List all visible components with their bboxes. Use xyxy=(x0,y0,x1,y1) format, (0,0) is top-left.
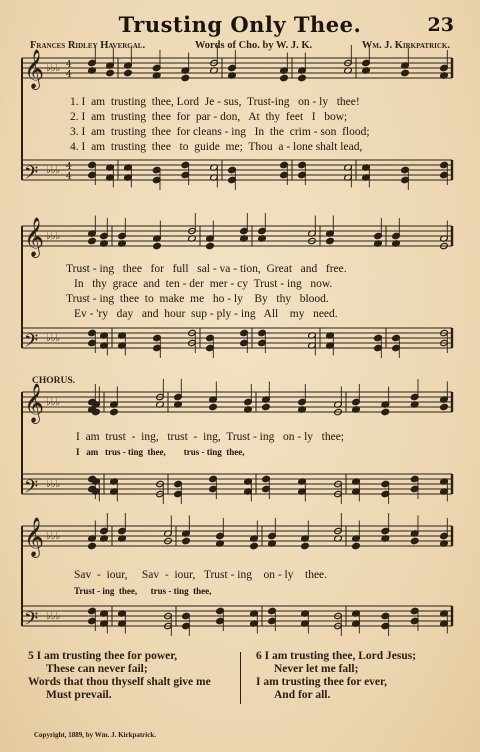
treble-note xyxy=(381,408,390,415)
verse-6 xyxy=(256,650,416,702)
key-signature-flats-icon: ♭♭♭ xyxy=(46,611,61,622)
bass-clef-icon: 𝄢 xyxy=(24,163,39,188)
time-signature-top: 4 xyxy=(66,60,72,70)
key-signature-flats-icon: ♭♭♭ xyxy=(46,165,61,176)
chorus-echo-2: Trust - ing thee, trus - ting thee, xyxy=(74,586,212,596)
time-signature-bottom: 4 xyxy=(66,70,72,80)
verse-1-line-2: Trust - ing thee for full sal - va - tion, Great and free. xyxy=(66,263,347,275)
treble-note xyxy=(153,242,162,249)
verse-5-line: 5 I am trusting thee for power, xyxy=(28,650,178,662)
verse-4-line-1: 4. I am trusting thee to guide me; Thou a - lone shalt lead, xyxy=(70,141,363,153)
chorus-echo-1: I am trus - ting thee, trus - ting thee, xyxy=(76,447,245,457)
key-signature-flats-icon: ♭♭♭ xyxy=(46,531,61,542)
treble-clef-icon: 𝄞 xyxy=(24,49,45,89)
author-credit: Frances Ridley Havergal. xyxy=(30,40,146,51)
treble-note xyxy=(209,403,218,410)
verse-6-line: I am trusting thee for ever, xyxy=(256,676,387,688)
treble-note xyxy=(110,408,119,415)
composer-credit: Wm. J. Kirkpatrick. xyxy=(361,40,450,51)
verse-3-line-1: 3. I am trusting thee for cleans - ing In the crim - son flood; xyxy=(70,126,370,138)
chorus-label: CHORUS. xyxy=(32,376,76,386)
time-signature-bottom: 4 xyxy=(66,172,72,182)
treble-note xyxy=(280,74,289,81)
bass-clef-icon: 𝄢 xyxy=(24,331,39,356)
chorus-words-credit: Words of Cho. by W. J. K. xyxy=(194,40,313,51)
verse-5-line: Words that thou thyself shalt give me xyxy=(28,676,211,688)
hymn-title: Trusting Only Thee. xyxy=(118,12,362,37)
verse-5-line: Must prevail. xyxy=(46,689,112,701)
verse-6-line: 6 I am trusting thee, Lord Jesus; xyxy=(256,650,417,662)
treble-note xyxy=(250,542,259,549)
verse-6-line: And for all. xyxy=(274,689,331,701)
verse-5 xyxy=(28,650,211,702)
treble-note xyxy=(298,74,307,81)
treble-note xyxy=(88,542,97,549)
treble-note xyxy=(301,542,310,549)
chorus-lyric-1: I am trust - ing, trust - ing, Trust - ing on - ly thee; xyxy=(76,431,345,443)
treble-note xyxy=(352,542,361,549)
treble-clef-icon: 𝄞 xyxy=(24,217,45,257)
treble-note xyxy=(410,537,419,544)
treble-note xyxy=(262,403,271,410)
key-signature-flats-icon: ♭♭♭ xyxy=(46,63,61,74)
key-signature-flats-icon: ♭♭♭ xyxy=(46,397,61,408)
chorus-lyric-2: Sav - iour, Sav - iour, Trust - ing on - ly thee. xyxy=(74,569,328,581)
treble-note xyxy=(206,242,215,249)
verse-1-line-1: 1. I am trusting thee, Lord Je - sus, Trust-ing on - ly thee! xyxy=(70,96,360,108)
treble-note xyxy=(124,69,133,76)
bass-clef-icon: 𝄢 xyxy=(24,477,39,502)
verse-2-line-1: 2. I am trusting thee for par - don, At thy feet I bow; xyxy=(70,111,348,123)
key-signature-flats-icon: ♭♭♭ xyxy=(46,479,61,490)
treble-note xyxy=(326,237,335,244)
bass-clef-icon: 𝄢 xyxy=(24,609,39,634)
treble-note xyxy=(181,74,190,81)
verse-2-line-2: In thy grace and ten - der mer - cy Trust - ing now. xyxy=(74,278,333,290)
treble-note xyxy=(440,403,449,410)
copyright-notice: Copyright, 1889, by Wm. J. Kirkpatrick. xyxy=(34,731,156,739)
treble-note xyxy=(182,537,191,544)
treble-clef-icon: 𝄞 xyxy=(24,517,45,557)
page-number: 23 xyxy=(427,14,454,36)
verse-6-line: Never let me fall; xyxy=(274,663,359,675)
verse-4-line-2: Ev - 'ry day and hour sup - ply - ing All my need. xyxy=(74,308,338,320)
verse-3-line-2: Trust - ing thee to make me ho - ly By thy blood. xyxy=(66,293,329,305)
time-signature-top: 4 xyxy=(66,162,72,172)
treble-note xyxy=(88,237,97,244)
key-signature-flats-icon: ♭♭♭ xyxy=(46,231,61,242)
verse-5-line: These can never fail; xyxy=(46,663,148,675)
treble-note xyxy=(106,69,115,76)
verse-divider xyxy=(240,652,241,704)
treble-clef-icon: 𝄞 xyxy=(24,383,45,423)
key-signature-flats-icon: ♭♭♭ xyxy=(46,333,61,344)
treble-note xyxy=(401,69,410,76)
